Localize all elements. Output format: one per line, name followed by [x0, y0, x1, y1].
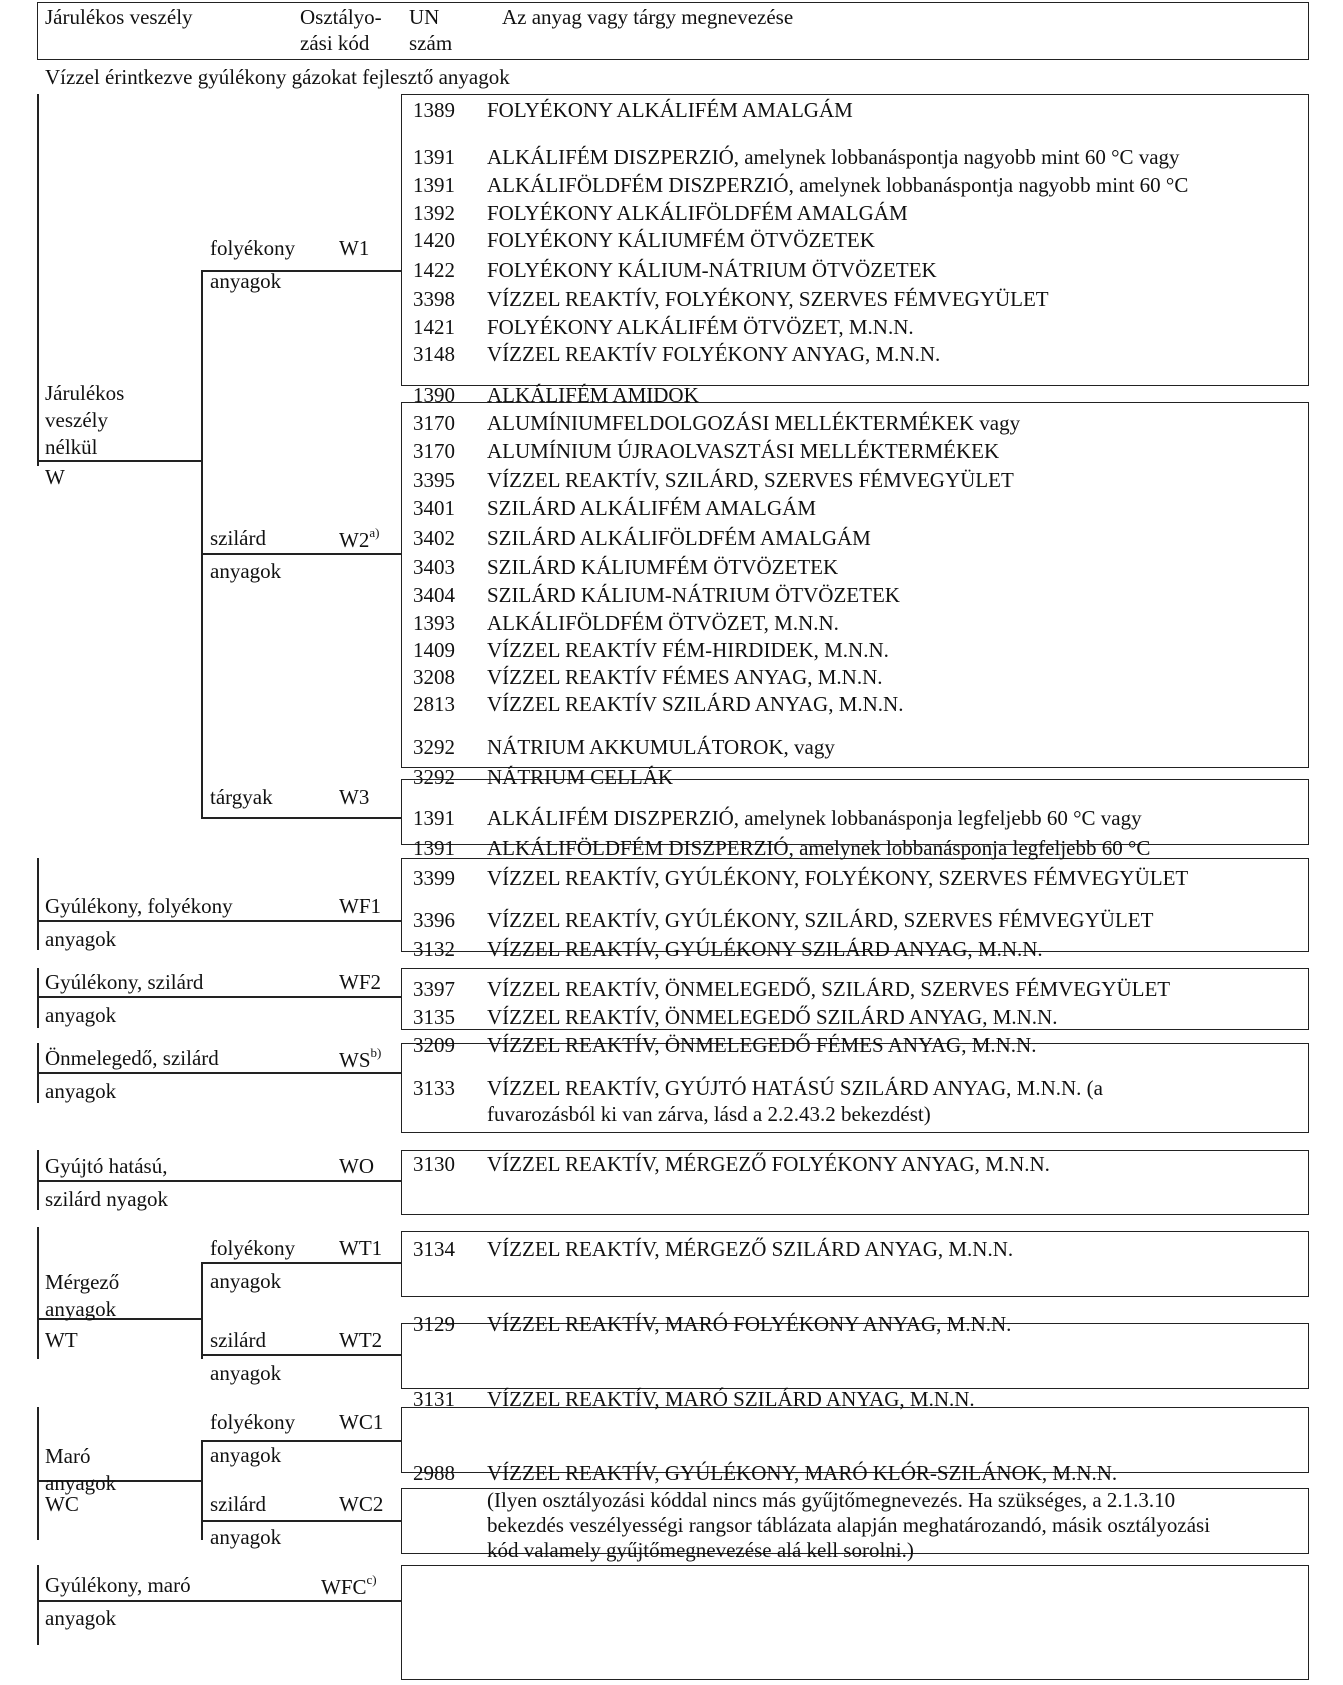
un-number: 3208	[413, 665, 455, 689]
label-wf1-1: Gyúlékony, folyékony	[45, 894, 233, 918]
label-wc-2: anyagok	[45, 1471, 117, 1495]
un-number: 3397	[413, 977, 455, 1001]
header-col-name: Az anyag vagy tárgy megnevezése	[502, 5, 794, 29]
header-col-code-1: Osztályo-	[300, 5, 382, 29]
label-wc2-anyagok: anyagok	[210, 1525, 282, 1549]
substance-name: ALKÁLIFÖLDFÉM ÖTVÖZET, M.N.N.	[487, 611, 839, 635]
label-wc1-anyagok: anyagok	[210, 1443, 282, 1467]
substance-name: VÍZZEL REAKTÍV, GYÚLÉKONY SZILÁRD ANYAG, M.N.N.	[487, 937, 1043, 961]
substance-name: ALUMÍNIUM ÚJRAOLVASZTÁSI MELLÉKTERMÉKEK	[487, 439, 1000, 463]
label-jarulekos-2: veszély	[45, 408, 108, 432]
un-number: 1391	[413, 173, 455, 197]
label-w2-anyagok: anyagok	[210, 559, 282, 583]
label-wt1-folyekony: folyékony	[210, 1236, 296, 1260]
tree-line-wf1-h	[37, 920, 401, 922]
tree-line-ws-h	[37, 1072, 401, 1074]
label-wf2-code: WF2	[339, 970, 381, 994]
label-wc2-szilard: szilárd	[210, 1492, 266, 1516]
label-wc: WC	[45, 1492, 79, 1516]
footnote-b: b)	[370, 1045, 382, 1060]
label-ws-code: WS$^{b)}$	[339, 1045, 382, 1072]
tree-line-wt-sub	[201, 1262, 203, 1359]
box-wfc	[401, 1565, 1309, 1680]
substance-name: FOLYÉKONY ALKÁLIFÉM AMALGÁM	[487, 98, 853, 122]
label-wfc-2: anyagok	[45, 1606, 117, 1630]
un-number: 3403	[413, 555, 455, 579]
substance-name: VÍZZEL REAKTÍV, MÉRGEZŐ SZILÁRD ANYAG, M.N.N.	[487, 1237, 1014, 1261]
header-col-code-2: zási kód	[300, 31, 370, 55]
tree-line-wf2-h	[37, 996, 401, 998]
un-number: 3404	[413, 583, 455, 607]
substance-name: VÍZZEL REAKTÍV, MÉRGEZŐ FOLYÉKONY ANYAG, M.N.N.	[487, 1152, 1050, 1176]
tree-line-wt	[37, 1227, 39, 1359]
substance-name: NÁTRIUM CELLÁK	[487, 765, 674, 789]
label-w3-targyak: tárgyak	[210, 785, 273, 809]
un-number: 3396	[413, 908, 455, 932]
substance-name: fuvarozásból ki van zárva, lásd a 2.2.43.2 bekezdést)	[487, 1102, 931, 1126]
substance-name: VÍZZEL REAKTÍV, GYÚJTÓ HATÁSÚ SZILÁRD ANYAG, M.N.N. (a	[487, 1076, 1103, 1100]
label-wc2-code: WC2	[339, 1492, 384, 1516]
label-wf1-code: WF1	[339, 894, 381, 918]
un-number: 1420	[413, 228, 455, 252]
substance-name: (Ilyen osztályozási kóddal nincs más gyűjtőmegnevezés. Ha szükséges, a 2.1.3.10	[487, 1488, 1176, 1512]
un-number: 3292	[413, 765, 455, 789]
un-number: 3399	[413, 866, 455, 890]
tree-line-wc-sub	[201, 1440, 203, 1540]
label-wfc-code: WFC$^{c)}$	[321, 1572, 377, 1599]
tree-line-wc1	[201, 1440, 401, 1442]
tree-line-w3	[201, 817, 401, 819]
label-wt2-code: WT2	[339, 1328, 383, 1352]
substance-name: SZILÁRD KÁLIUMFÉM ÖTVÖZETEK	[487, 555, 839, 579]
substance-name: FOLYÉKONY KÁLIUM-NÁTRIUM ÖTVÖZETEK	[487, 258, 937, 282]
label-wt-2: anyagok	[45, 1297, 117, 1321]
footnote-a: a)	[369, 525, 380, 540]
substance-name: NÁTRIUM AKKUMULÁTOROK, vagy	[487, 735, 835, 759]
label-w2-code: W2$^{a)}$	[339, 525, 380, 552]
header-col-un-2: szám	[409, 31, 453, 55]
substance-name: VÍZZEL REAKTÍV FOLYÉKONY ANYAG, M.N.N.	[487, 342, 941, 366]
un-number: 3292	[413, 735, 455, 759]
un-number: 3132	[413, 937, 455, 961]
tree-line-wfc	[37, 1565, 39, 1645]
substance-name: SZILÁRD KÁLIUM-NÁTRIUM ÖTVÖZETEK	[487, 583, 900, 607]
label-jarulekos-1: Járulékos	[45, 381, 125, 405]
un-number: 1393	[413, 611, 455, 635]
un-number: 1422	[413, 258, 455, 282]
tree-line-wc2	[201, 1520, 401, 1522]
label-w3-code: W3	[339, 785, 370, 809]
label-wc1-code: WC1	[339, 1410, 384, 1434]
substance-name: ALKÁLIFÉM DISZPERZIÓ, amelynek lobbanásponja legfeljebb 60 °C vagy	[487, 806, 1142, 830]
label-wt: WT	[45, 1328, 78, 1352]
label-w1-anyagok: anyagok	[210, 269, 282, 293]
label-wt2-szilard: szilárd	[210, 1328, 266, 1352]
label-wt1-code: WT1	[339, 1236, 383, 1260]
label-wo-2: szilárd nyagok	[45, 1187, 169, 1211]
un-number: 1391	[413, 836, 455, 860]
un-number: 1391	[413, 145, 455, 169]
label-w1-folyekony: folyékony	[210, 236, 296, 260]
substance-name: kód valamely gyűjtőmegnevezése alá kell sorolni.)	[487, 1538, 914, 1562]
un-number: 2813	[413, 692, 455, 716]
substance-name: FOLYÉKONY ALKÁLIFÉM ÖTVÖZET, M.N.N.	[487, 315, 914, 339]
tree-line-wt1	[201, 1262, 401, 1264]
substance-name: bekezdés veszélyességi rangsor táblázata alapján meghatározandó, másik osztályozási	[487, 1513, 1211, 1537]
label-wt2-anyagok: anyagok	[210, 1361, 282, 1385]
substance-name: VÍZZEL REAKTÍV, SZILÁRD, SZERVES FÉMVEGYÜLET	[487, 468, 1014, 492]
label-wt1-anyagok: anyagok	[210, 1269, 282, 1293]
substance-name: VÍZZEL REAKTÍV, ÖNMELEGEDŐ FÉMES ANYAG, M.N.N.	[487, 1033, 1037, 1057]
substance-name: ALKÁLIFÉM DISZPERZIÓ, amelynek lobbanáspontja nagyobb mint 60 °C vagy	[487, 145, 1180, 169]
tree-line-wc	[37, 1407, 39, 1540]
label-w2-szilard: szilárd	[210, 526, 266, 550]
substance-name: VÍZZEL REAKTÍV, GYÚLÉKONY, FOLYÉKONY, SZERVES FÉMVEGYÜLET	[487, 866, 1189, 890]
tree-line-wfc-h	[37, 1600, 401, 1602]
tree-line-wf2	[37, 968, 39, 1028]
label-wo-1: Gyújtó hatású,	[45, 1154, 168, 1178]
un-number: 2988	[413, 1461, 455, 1485]
substance-name: VÍZZEL REAKTÍV, GYÚLÉKONY, MARÓ KLÓR-SZILÁNOK, M.N.N.	[487, 1461, 1118, 1485]
un-number: 3209	[413, 1033, 455, 1057]
substance-name: VÍZZEL REAKTÍV, MARÓ SZILÁRD ANYAG, M.N.N.	[487, 1387, 975, 1411]
substance-name: VÍZZEL REAKTÍV, ÖNMELEGEDŐ SZILÁRD ANYAG, M.N.N.	[487, 1005, 1058, 1029]
label-w: W	[45, 465, 65, 489]
label-wf2-2: anyagok	[45, 1003, 117, 1027]
un-number: 3131	[413, 1387, 455, 1411]
tree-line-wo-h	[37, 1180, 401, 1182]
substance-name: SZILÁRD ALKÁLIFÖLDFÉM AMALGÁM	[487, 526, 871, 550]
tree-line-sub	[201, 270, 203, 818]
un-number: 3134	[413, 1237, 455, 1261]
label-wo-code: WO	[339, 1154, 374, 1178]
tree-line-wf1	[37, 858, 39, 950]
un-number: 1389	[413, 98, 455, 122]
label-wf2-1: Gyúlékony, szilárd	[45, 970, 204, 994]
label-wt-1: Mérgező	[45, 1270, 120, 1294]
substance-name: ALKÁLIFÉM AMIDOK	[487, 383, 699, 407]
un-number: 3398	[413, 287, 455, 311]
tree-line-w2	[201, 553, 401, 555]
substance-name: ALKÁLIFÖLDFÉM DISZPERZIÓ, amelynek lobbanáspontja nagyobb mint 60 °C	[487, 173, 1189, 197]
un-number: 3148	[413, 342, 455, 366]
label-w1-code: W1	[339, 236, 370, 260]
header-col-hazard: Járulékos veszély	[45, 5, 193, 29]
substance-name: VÍZZEL REAKTÍV, FOLYÉKONY, SZERVES FÉMVEGYÜLET	[487, 287, 1049, 311]
tree-line-wt2	[201, 1354, 401, 1356]
substance-name: ALKÁLIFÖLDFÉM DISZPERZIÓ, amelynek lobbanásponja legfeljebb 60 °C	[487, 836, 1151, 860]
un-number: 3402	[413, 526, 455, 550]
label-wfc-1: Gyúlékony, maró	[45, 1573, 191, 1597]
footnote-c: c)	[366, 1572, 377, 1587]
label-jarulekos-3: nélkül	[45, 435, 98, 459]
un-number: 3395	[413, 468, 455, 492]
un-number: 1409	[413, 638, 455, 662]
un-number: 1392	[413, 201, 455, 225]
label-ws-2: anyagok	[45, 1079, 117, 1103]
label-wc-1: Maró	[45, 1444, 91, 1468]
un-number: 1391	[413, 806, 455, 830]
substance-name: SZILÁRD ALKÁLIFÉM AMALGÁM	[487, 496, 817, 520]
un-number: 3129	[413, 1312, 455, 1336]
un-number: 3170	[413, 411, 455, 435]
label-wc1-folyekony: folyékony	[210, 1410, 296, 1434]
substance-name: FOLYÉKONY KÁLIUMFÉM ÖTVÖZETEK	[487, 228, 875, 252]
un-number: 1390	[413, 383, 455, 407]
label-wf1-2: anyagok	[45, 927, 117, 951]
substance-name: ALUMÍNIUMFELDOLGOZÁSI MELLÉKTERMÉKEK vagy	[487, 411, 1021, 435]
substance-name: VÍZZEL REAKTÍV FÉM-HIRDIDEK, M.N.N.	[487, 638, 889, 662]
header-col-un-1: UN	[409, 5, 440, 29]
substance-name: VÍZZEL REAKTÍV, ÖNMELEGEDŐ, SZILÁRD, SZERVES FÉMVEGYÜLET	[487, 977, 1171, 1001]
label-ws-1: Önmelegedő, szilárd	[45, 1046, 219, 1070]
tree-line-w	[37, 94, 39, 466]
tree-line-w-h	[37, 460, 202, 462]
un-number: 3130	[413, 1152, 455, 1176]
un-number: 3133	[413, 1076, 455, 1100]
substance-name: FOLYÉKONY ALKÁLIFÖLDFÉM AMALGÁM	[487, 201, 908, 225]
substance-name: VÍZZEL REAKTÍV, MARÓ FOLYÉKONY ANYAG, M.N.N.	[487, 1312, 1012, 1336]
substance-name: VÍZZEL REAKTÍV SZILÁRD ANYAG, M.N.N.	[487, 692, 904, 716]
un-number: 3135	[413, 1005, 455, 1029]
substance-name: VÍZZEL REAKTÍV FÉMES ANYAG, M.N.N.	[487, 665, 883, 689]
section-title: Vízzel érintkezve gyúlékony gázokat fejlesztő anyagok	[45, 65, 510, 89]
un-number: 3170	[413, 439, 455, 463]
substance-name: VÍZZEL REAKTÍV, GYÚLÉKONY, SZILÁRD, SZERVES FÉMVEGYÜLET	[487, 908, 1154, 932]
un-number: 1421	[413, 315, 455, 339]
un-number: 3401	[413, 496, 455, 520]
